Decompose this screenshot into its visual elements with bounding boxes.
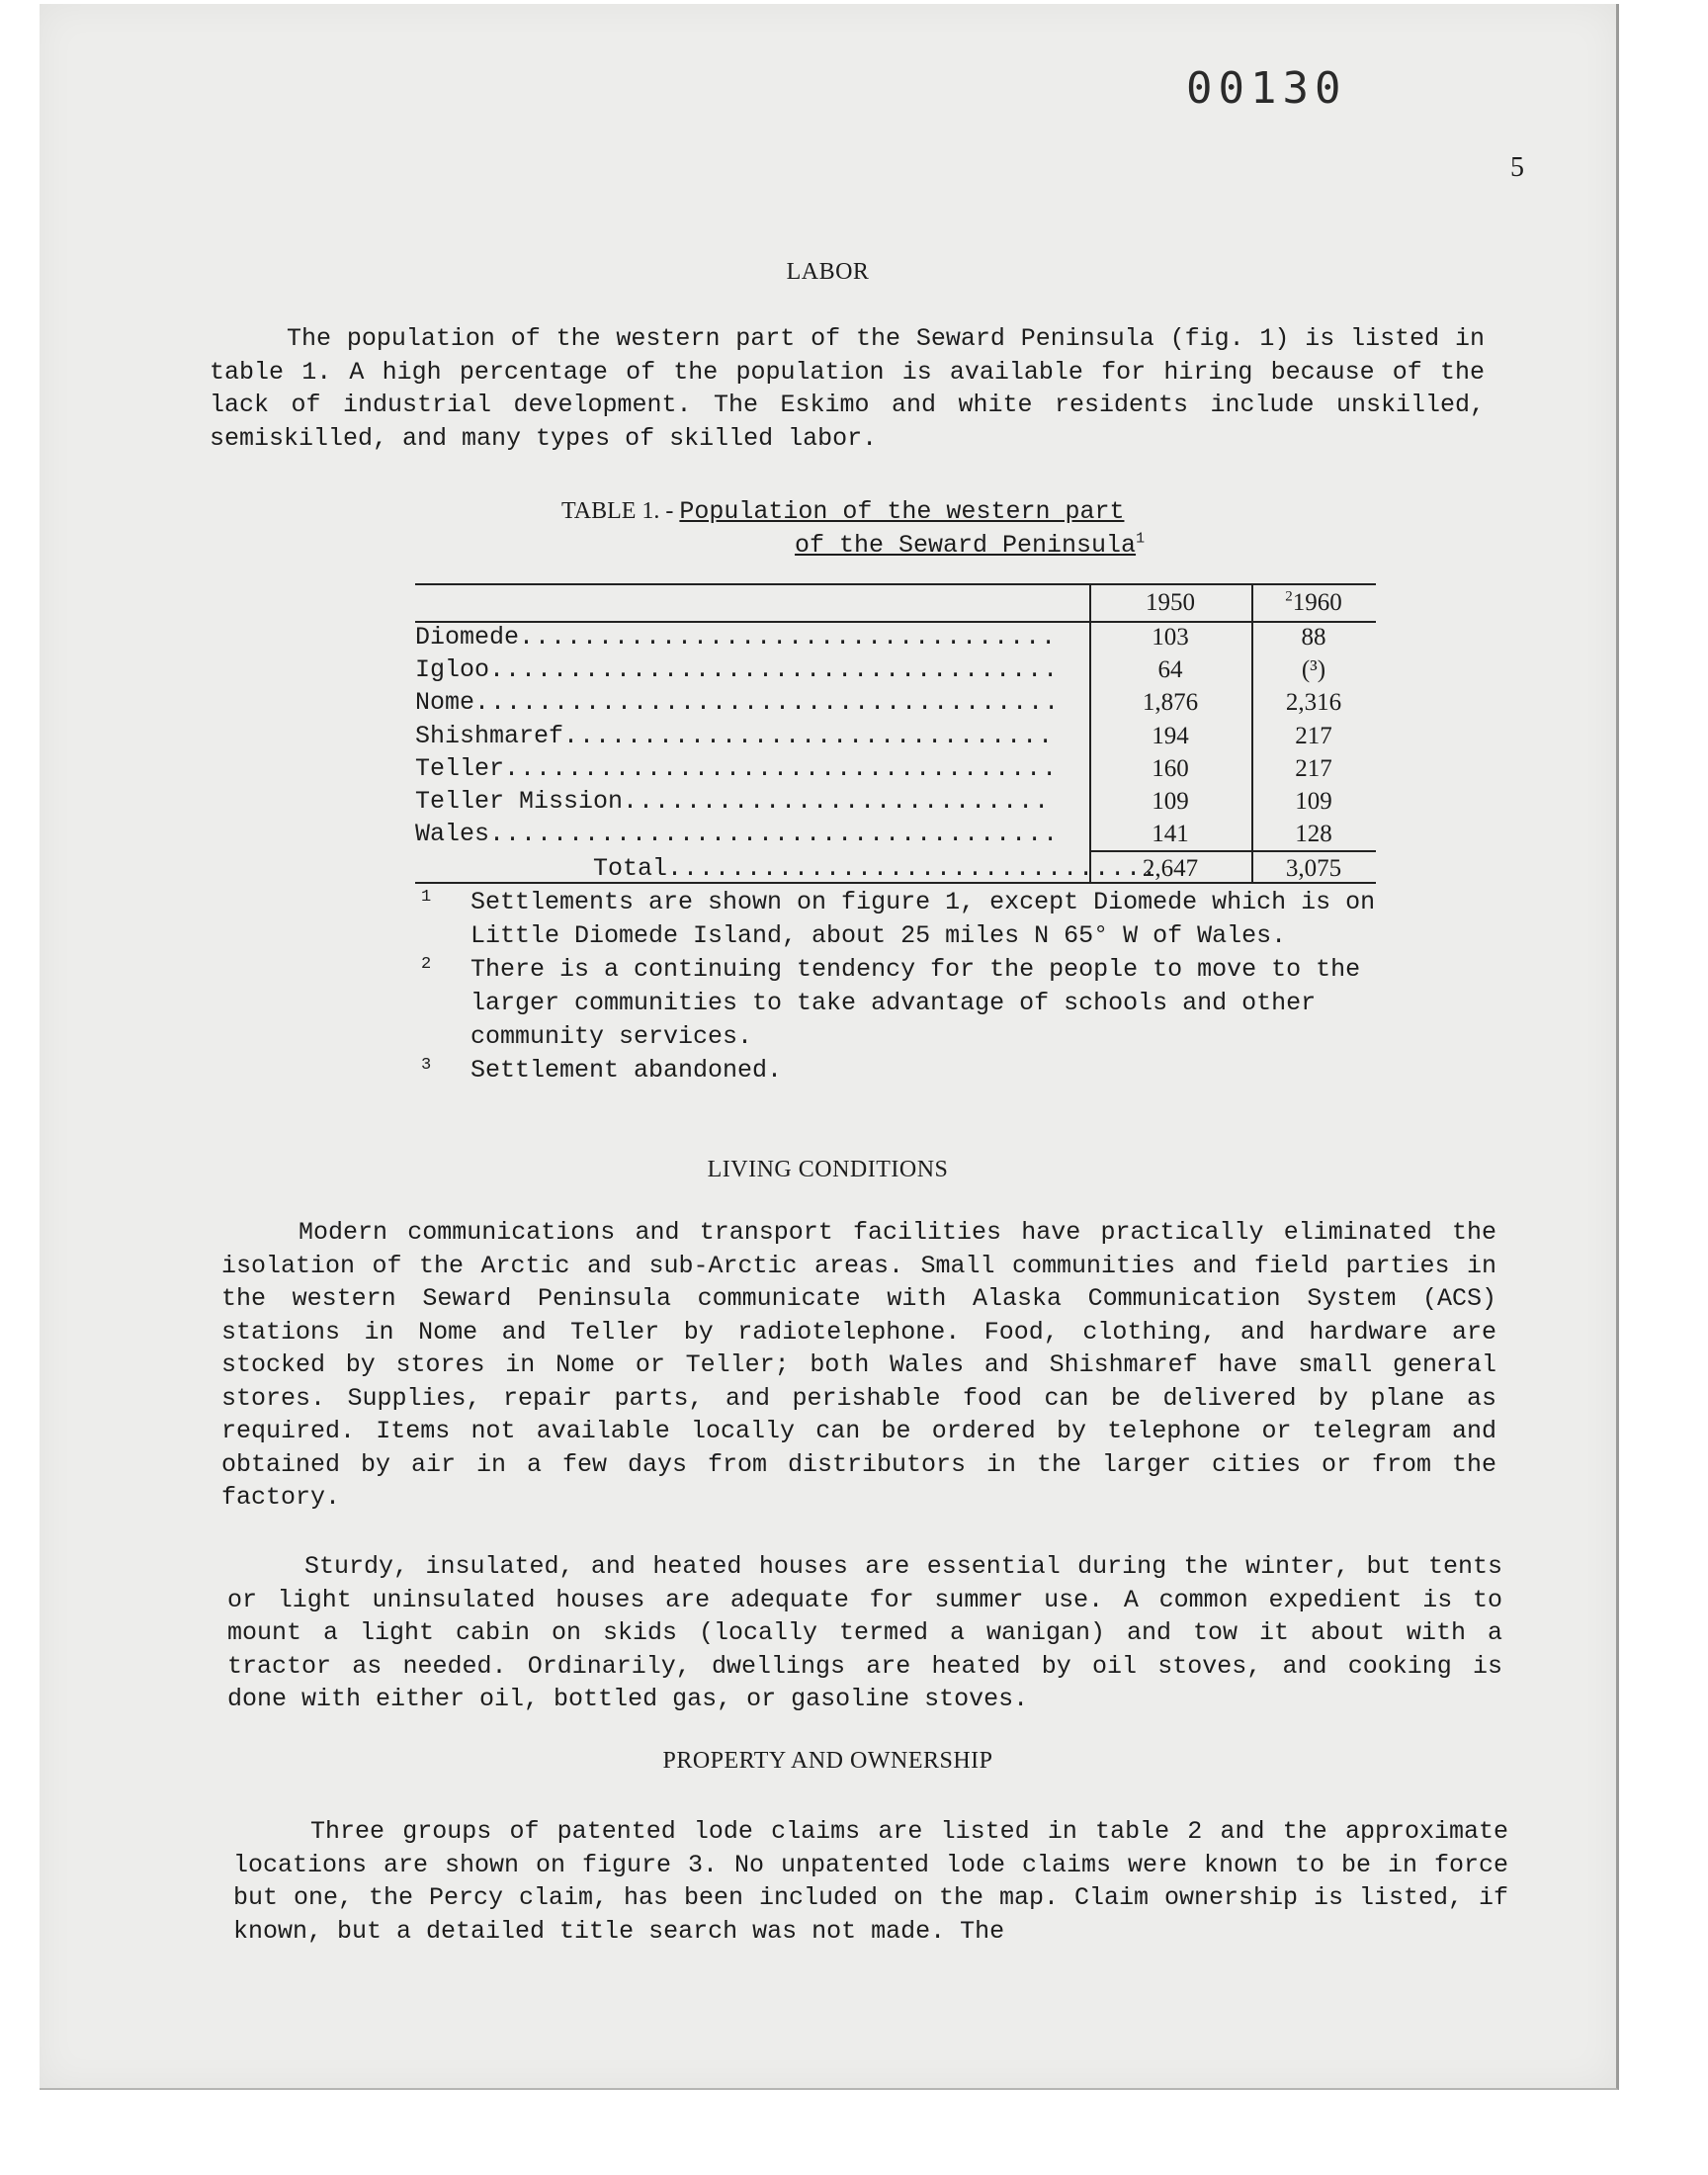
value-1950: 109 (1152, 787, 1189, 815)
table-row: Teller Mission........................... 109 109 (415, 785, 1376, 818)
value-1950: 141 (1152, 821, 1189, 848)
table-row: Teller................................... 160 217 (415, 752, 1376, 785)
column-header-footnote-ref: 2 (1285, 588, 1293, 605)
table-title-footnote-ref: 1 (1136, 530, 1146, 548)
page-number: 5 (1510, 152, 1524, 183)
footnote: 2 There is a continuing tendency for the people to move to the larger communities to take advantage of schools and other community services. (421, 955, 1361, 1051)
table-label: TABLE 1. - (561, 498, 680, 524)
table-row: Shishmaref............................... 194 217 (415, 720, 1376, 752)
table-title-line2: of the Seward Peninsula (795, 531, 1137, 560)
value-1960: 217 (1295, 754, 1332, 782)
value-1960: 217 (1295, 722, 1332, 749)
row-name: Igloo (415, 655, 490, 685)
footnote: 1 Settlements are shown on figure 1, except Diomede which is on Little Diomede Island, about 25 miles N 65° W of Wales. (421, 888, 1376, 950)
table-row: Igloo.................................... 64 (³) (415, 653, 1376, 686)
total-1960: 3,075 (1285, 855, 1342, 883)
value-1950: 160 (1152, 754, 1189, 782)
footnote: 3 Settlement abandoned. (421, 1056, 783, 1085)
table-footnotes (415, 886, 1404, 1088)
value-1960: 2,316 (1285, 689, 1342, 717)
value-1960: 88 (1301, 624, 1326, 651)
table-rule (415, 882, 1376, 884)
row-name: Diomede (415, 623, 520, 652)
total-1950: 2,647 (1142, 855, 1199, 883)
section-heading-living-conditions: LIVING CONDITIONS (707, 1157, 949, 1182)
document-stamp-number: 00130 (1186, 63, 1347, 114)
document-page (40, 4, 1619, 2090)
value-1960: (³) (1301, 656, 1326, 684)
table-caption (561, 494, 1145, 563)
value-1950: 194 (1152, 722, 1189, 749)
row-name: Total (593, 854, 668, 884)
value-1950: 103 (1152, 624, 1189, 651)
labor-paragraph: The population of the western part of the Seward Peninsula (fig. 1) is listed in table 1. A high percentage of the population is available for hiring because of the lack of industrial development. The Eskimo and white residents include unskilled, semiskilled, and many types of skilled labor. (210, 324, 1485, 453)
row-name: Wales (415, 820, 490, 849)
section-heading-labor: LABOR (786, 259, 870, 285)
table-row: Diomede.................................. 103 88 (415, 621, 1376, 653)
table-row: Wales.................................... 141 128 (415, 818, 1376, 850)
value-1960: 109 (1295, 787, 1332, 815)
row-name: Teller (415, 753, 505, 783)
row-name: Teller Mission (415, 786, 624, 816)
value-1960: 128 (1295, 821, 1332, 848)
table-body (415, 621, 1376, 886)
value-1950: 1,876 (1142, 689, 1199, 717)
table-total-row: Total............................... 2,647 3,075 (1089, 850, 1376, 885)
living-conditions-paragraph-1: Modern communications and transport facilities have practically eliminated the isolation of the Arctic and sub-Arctic areas. Small communities and field parties in the western Seward Peninsula communicate with Alaska Communication System (ACS) stations in Nome and Teller by radiotelephone. Food, clothing, and hardware are stocked by stores in Nome or Teller; both Wales and Shishmaref have small general stores. Supplies, repair parts, and perishable food can be delivered by plane as required. Items not available locally can be ordered by telephone or telegram and obtained by air in a few days from distributors in the larger cities or from the factory. (221, 1218, 1496, 1512)
section-heading-property: PROPERTY AND OWNERSHIP (662, 1748, 993, 1774)
value-1950: 64 (1157, 656, 1183, 684)
column-header-1950: 1950 (1146, 589, 1195, 616)
table-title-line1: Population of the western part (679, 497, 1125, 526)
table-rule (415, 583, 1376, 585)
column-header-1960: $^2$1960 (1285, 588, 1342, 616)
row-name: Nome (415, 688, 475, 718)
property-paragraph: Three groups of patented lode claims are listed in table 2 and the approximate locations are shown on figure 3. No unpatented lode claims were known to be in force but one, the Percy claim, has been included on the map. Claim ownership is listed, if known, but a detailed title search was not made. The (233, 1817, 1508, 1946)
table-row: Nome..................................... 1,876 2,316 (415, 686, 1376, 719)
row-name: Shishmaref (415, 721, 564, 750)
living-conditions-paragraph-2: Sturdy, insulated, and heated houses are essential during the winter, but tents or light uninsulated houses are adequate for summer use. A common expedient is to mount a light cabin on skids (locally termed a wanigan) and tow it about with a tractor as needed. Ordinarily, dwellings are heated by oil stoves, and cooking is done with either oil, bottled gas, or gasoline stoves. (227, 1552, 1502, 1713)
